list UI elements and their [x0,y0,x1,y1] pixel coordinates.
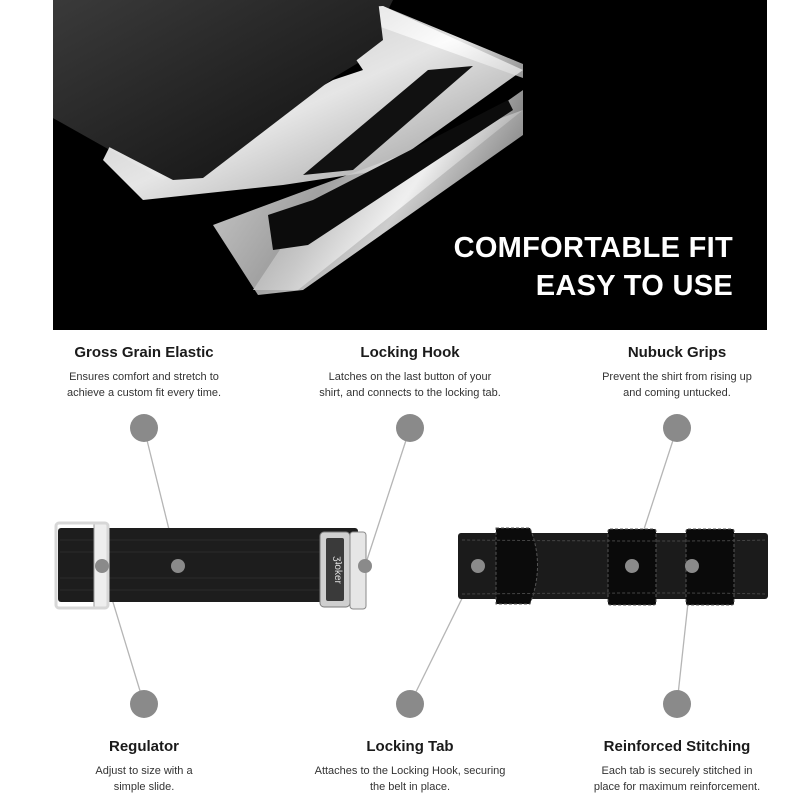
feature-desc-line: shirt, and connects to the locking tab. [319,387,501,399]
feature-desc-line: Attaches to the Locking Hook, securing [314,765,506,777]
point-dot-hook [358,559,372,573]
feature-desc-line: Latches on the last button of your [328,371,492,383]
feature-desc-line: the belt in place. [369,781,451,793]
feature-desc-line: Each tab is securely stitched in [601,765,753,777]
feature-desc-line: Prevent the shirt from rising up [602,371,752,383]
feature-desc-line: Ensures comfort and stretch to [69,371,219,383]
callout-dot-elastic [130,414,158,442]
feature-desc-line: simple slide. [113,781,175,793]
point-dot-tab [471,559,485,573]
callout-dot-stitching [663,690,691,718]
feature-locking-hook [294,344,526,401]
feature-nubuck-grips [561,344,793,401]
headline-comfortable-fit: COMFORTABLE FIT [453,232,733,264]
point-dot-regulator [95,559,109,573]
locking-tab [496,528,538,604]
feature-desc-line: place for maximum reinforcement. [593,781,761,793]
feature-gross-grain-elastic [28,344,260,401]
feature-title: Nubuck Grips [627,344,727,361]
callout-dot-tab [396,690,424,718]
point-dot-elastic [171,559,185,573]
feature-title: Gross Grain Elastic [74,344,214,361]
headline-easy-to-use: EASY TO USE [535,270,733,302]
brand-mark: ӡʇoker [332,556,343,584]
feature-title: Reinforced Stitching [603,738,751,755]
feature-title: Locking Hook [360,344,460,361]
callout-line-hook [365,428,410,566]
feature-title: Locking Tab [366,738,454,755]
callout-dot-hook [396,414,424,442]
feature-locking-tab [294,738,526,795]
feature-regulator [28,738,260,795]
feature-reinforced-stitching [561,738,793,795]
feature-title: Regulator [108,738,179,755]
feature-desc-line: achieve a custom fit every time. [66,387,222,399]
feature-desc-line: and coming untucked. [623,387,731,399]
belt-back-view [458,528,768,605]
point-dot-stitching [685,559,699,573]
feature-desc-line: Adjust to size with a [95,765,193,777]
point-dot-grips [625,559,639,573]
callout-dot-regulator [130,690,158,718]
callout-dot-grips [663,414,691,442]
